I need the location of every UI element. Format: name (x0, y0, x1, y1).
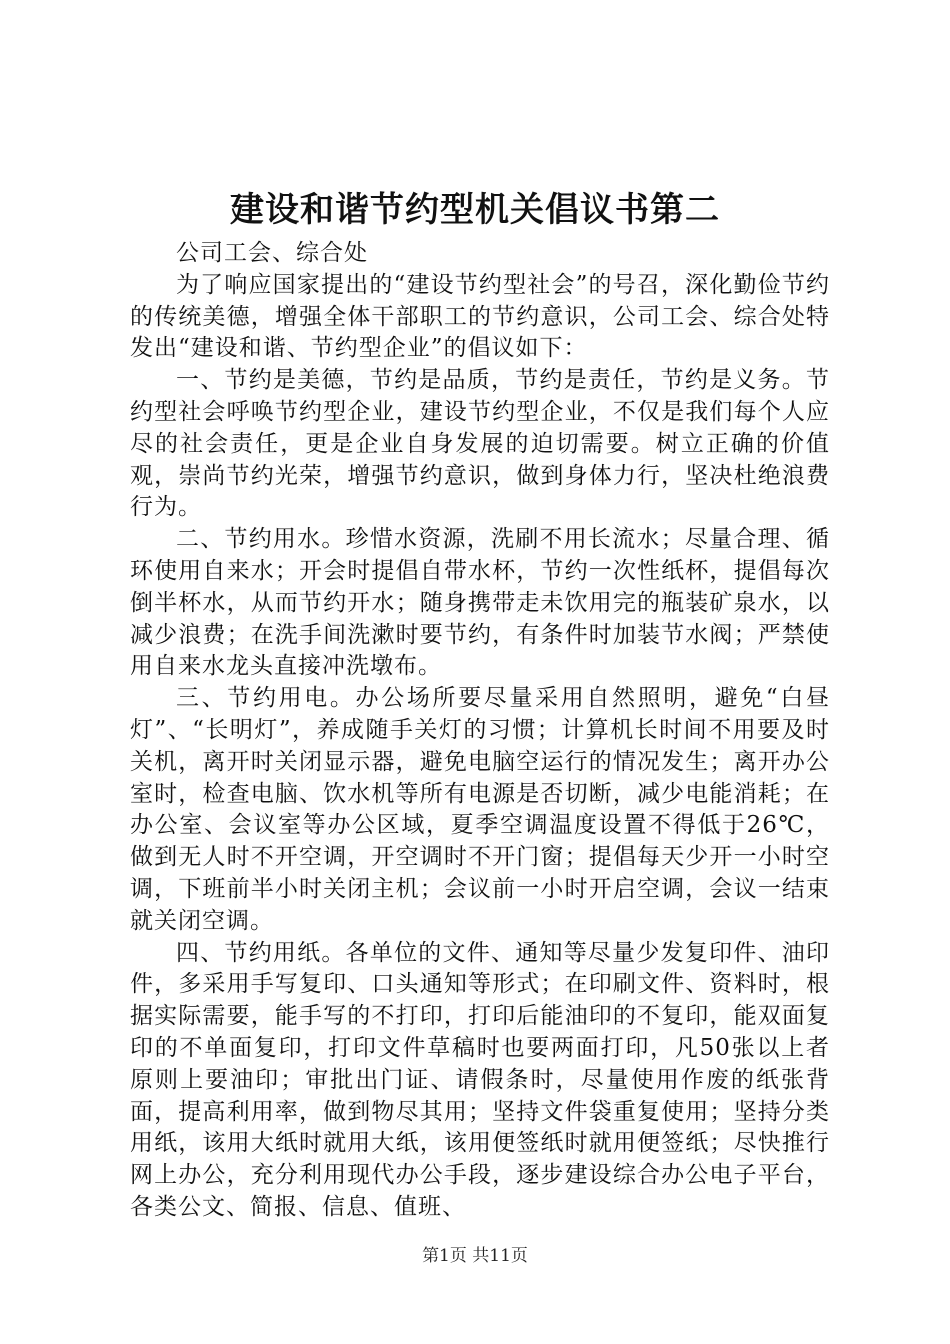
paragraph-point-1: 一、节约是美德，节约是品质，节约是责任，节约是义务。节约型社会呼唤节约型企业，建设节约型企业，不仅是我们每个人应尽的社会责任，更是企业自身发展的迫切需要。树立正确的价值观，崇尚节约光荣，增强节约意识，做到身体力行，坚决杜绝浪费行为。 (130, 367, 830, 521)
paragraph-point-3: 三、节约用电。办公场所要尽量采用自然照明，避免“白昼灯”、“长明灯”，养成随手关灯的习惯；计算机长时间不用要及时关机，离开时关闭显示器，避免电脑空运行的情况发生；离开办公室时，检查电脑、饮水机等所有电源是否切断，减少电能消耗；在办公室、会议室等办公区域，夏季空调温度设置不得低于26℃，做到无人时不开空调，开空调时不开门窗；提倡每天少开一小时空调，下班前半小时关闭主机；会议前一小时开启空调，会议一结束就关闭空调。 (130, 685, 830, 934)
document-body (130, 238, 830, 1224)
page-footer: 第1页 共11页 (422, 1246, 528, 1266)
paragraph-point-4: 四、节约用纸。各单位的文件、通知等尽量少发复印件、油印件，多采用手写复印、口头通知等形式；在印刷文件、资料时，根据实际需要，能手写的不打印，打印后能油印的不复印，能双面复印的不单面复印，打印文件草稿时也要两面打印，凡50张以上者原则上要油印；审批出门证、请假条时，尽量使用作废的纸张背面，提高利用率，做到物尽其用；坚持文件袋重复使用；坚持分类用纸，该用大纸时就用大纸，该用便签纸时就用便签纸；尽快推行网上办公，充分利用现代办公手段，逐步建设综合办公电子平台，各类公文、简报、信息、值班、 (130, 939, 830, 1220)
paragraph-point-2: 二、节约用水。珍惜水资源，洗刷不用长流水；尽量合理、循环使用自来水；开会时提倡自带水杯，节约一次性纸杯，提倡每次倒半杯水，从而节约开水；随身携带走未饮用完的瓶装矿泉水，以减少浪费；在洗手间洗漱时要节约，有条件时加装节水阀；严禁使用自来水龙头直接冲洗墩布。 (130, 526, 830, 680)
paragraph-recipient: 公司工会、综合处 (176, 240, 368, 266)
paragraph-intro: 为了响应国家提出的“建设节约型社会”的号召，深化勤俭节约的传统美德，增强全体干部职工的节约意识，公司工会、综合处特发出“建设和谐、节约型企业”的倡议如下： (130, 271, 830, 362)
document-title: 建设和谐节约型机关倡议书第二 (230, 190, 720, 230)
